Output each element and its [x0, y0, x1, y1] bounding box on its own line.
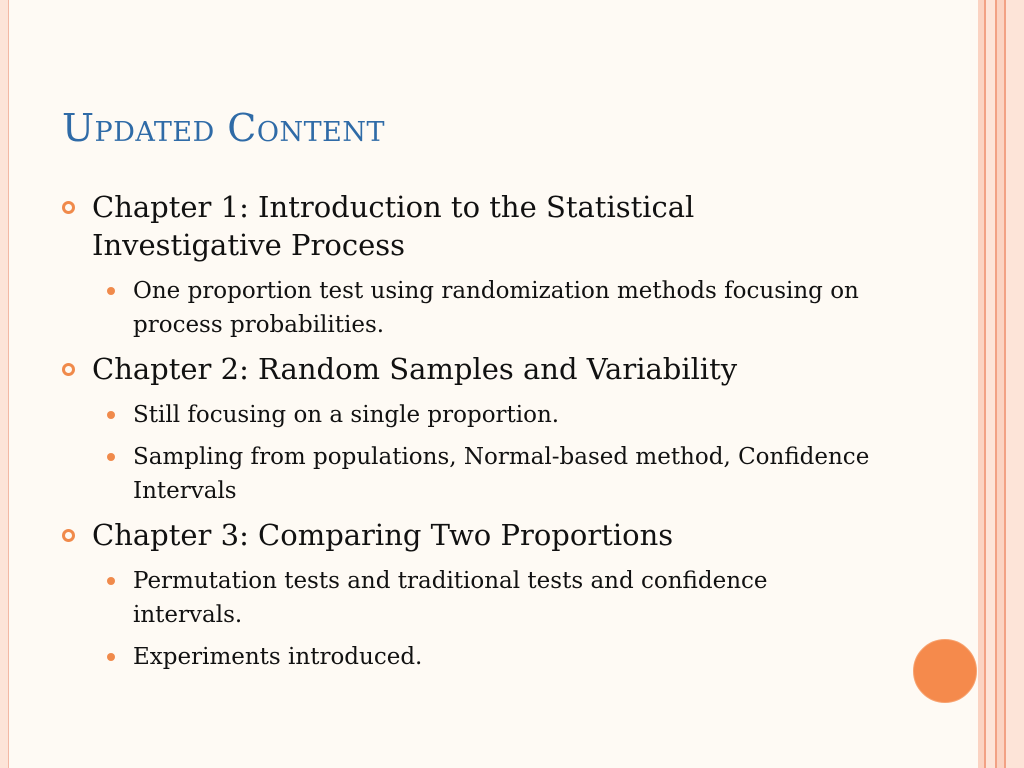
sub-bullet-item	[107, 398, 882, 432]
decorative-circle	[913, 639, 977, 703]
bullet-list	[62, 188, 882, 682]
sub-bullet-text: One proportion test using randomization methods focusing on process probabilities.	[133, 278, 859, 338]
bullet-item	[62, 516, 882, 554]
right-border-stripes	[978, 0, 1024, 768]
border-stripe	[1006, 0, 1024, 768]
ring-bullet-icon	[62, 188, 92, 226]
bullet-text: Chapter 2: Random Samples and Variability	[92, 352, 738, 386]
sub-bullet-item	[107, 564, 882, 632]
sub-bullet-text: Experiments introduced.	[133, 644, 423, 670]
border-stripe	[986, 0, 995, 768]
dot-bullet-icon	[107, 564, 133, 598]
slide-title: Updated Content	[62, 106, 385, 150]
sub-bullet-item	[107, 274, 882, 342]
sub-bullet-item	[107, 440, 882, 508]
left-border-stripe	[0, 0, 9, 768]
dot-bullet-icon	[107, 398, 133, 432]
bullet-text: Chapter 1: Introduction to the Statistical Investigative Process	[92, 190, 695, 262]
bullet-item	[62, 188, 882, 264]
ring-bullet-icon	[62, 350, 92, 388]
dot-bullet-icon	[107, 640, 133, 674]
sub-bullet-text: Permutation tests and traditional tests and confidence intervals.	[133, 568, 768, 628]
bullet-item	[62, 350, 882, 388]
sub-bullet-item	[107, 640, 882, 674]
dot-bullet-icon	[107, 274, 133, 308]
ring-bullet-icon	[62, 516, 92, 554]
dot-bullet-icon	[107, 440, 133, 474]
sub-bullet-text: Still focusing on a single proportion.	[133, 402, 560, 428]
border-stripe	[997, 0, 1004, 768]
bullet-text: Chapter 3: Comparing Two Proportions	[92, 518, 674, 552]
sub-bullet-text: Sampling from populations, Normal-based method, Confidence Intervals	[133, 444, 870, 504]
